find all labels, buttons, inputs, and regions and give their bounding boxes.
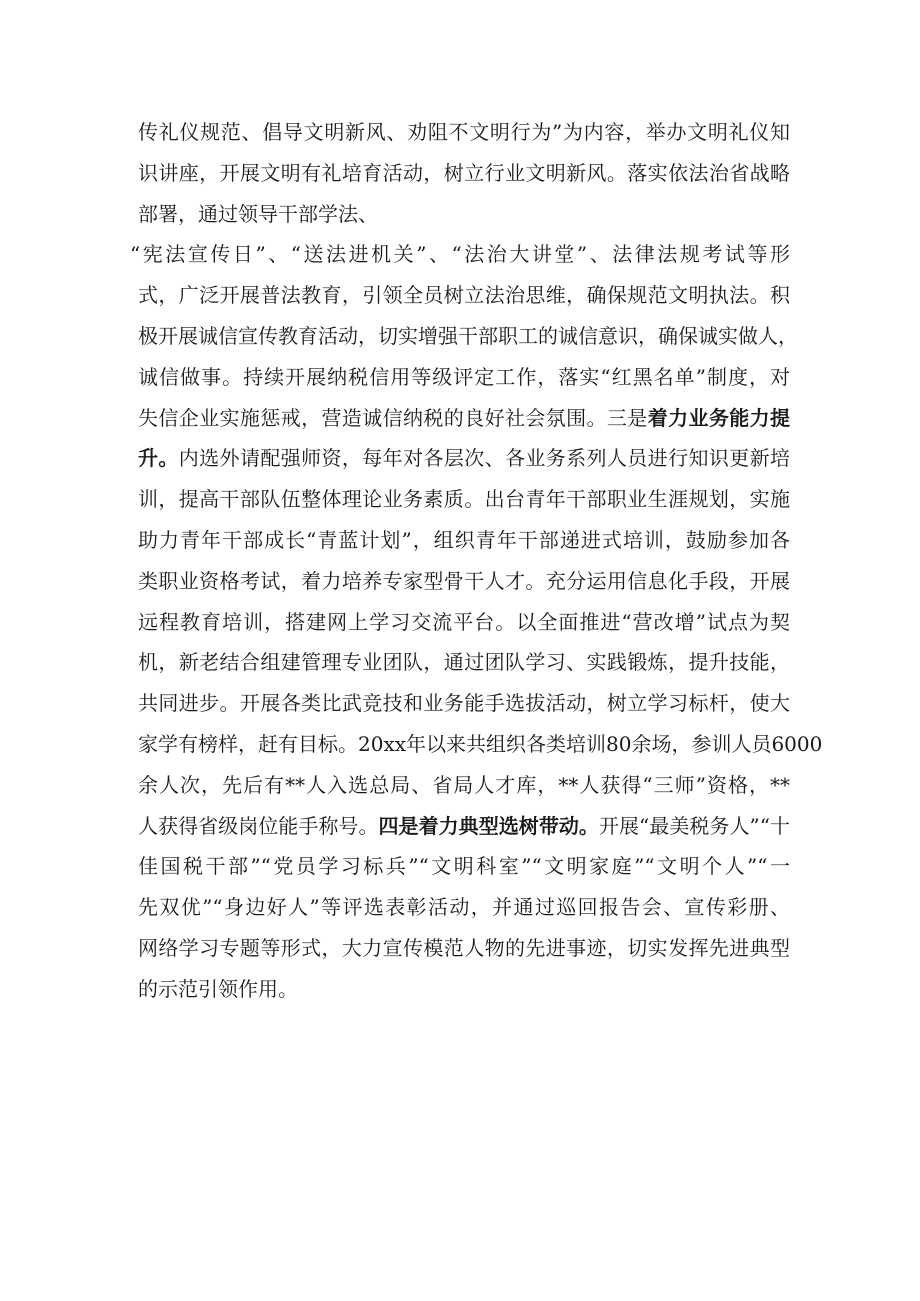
text-line xyxy=(138,438,790,479)
text-segment: 式，广泛开展普法教育，引领全员树立法治思维，确保规范文明执法。积 xyxy=(138,283,790,308)
text-line xyxy=(138,928,790,969)
text-line xyxy=(138,969,790,1010)
text-segment: 诚信做事。持续开展纳税信用等级评定工作，落实“红黑名单”制度，对 xyxy=(138,364,790,389)
text-segment: 人获得省级岗位能手称号。 xyxy=(138,813,379,838)
text-line xyxy=(138,806,790,847)
text-line xyxy=(138,194,790,235)
text-segment: 的示范引领作用。 xyxy=(138,976,298,1001)
text-segment: 先双优”“身边好人”等评选表彰活动，并通过巡回报告会、宣传彩册、 xyxy=(138,895,790,920)
text-line xyxy=(138,357,790,398)
text-segment: 传礼仪规范、倡导文明新风、劝阻不文明行为”为内容，举办文明礼仪知 xyxy=(138,120,790,144)
text-segment: 失信企业实施惩戒，营造诚信纳税的良好社会氛围。三是 xyxy=(138,405,648,430)
text-line xyxy=(138,724,823,765)
text-line xyxy=(138,316,798,357)
text-segment: 家学有榜样，赶有目标。20xx年以来共组织各类培训80余场，参训人员6000 xyxy=(138,731,823,756)
text-segment: 余人次，先后有**人入选总局、省局人才库，**人获得“三师”资格，** xyxy=(138,772,790,797)
text-line xyxy=(138,683,790,724)
text-line xyxy=(138,153,790,194)
text-segment: 识讲座，开展文明有礼培育活动，树立行业文明新风。落实依法治省战略 xyxy=(138,160,790,185)
text-line xyxy=(138,520,790,561)
text-line xyxy=(138,602,790,643)
text-segment: 内选外请配强师资，每年对各层次、各业务系列人员进行知识更新培 xyxy=(178,446,791,471)
text-segment: 极开展诚信宣传教育活动，切实增强干部职工的诚信意识，确保诚实做人， xyxy=(138,323,798,348)
text-line xyxy=(138,479,790,520)
text-line xyxy=(138,398,790,439)
text-segment: 部署，通过领导干部学法、 xyxy=(138,201,378,226)
text-line xyxy=(138,846,790,887)
document-body xyxy=(130,112,823,1010)
text-segment: 佳国税干部”“党员学习标兵”“文明科室”“文明家庭”“文明个人”“一 xyxy=(138,854,790,879)
text-line xyxy=(138,887,790,928)
text-segment: 网络学习专题等形式，大力宣传模范人物的先进事迹，切实发挥先进典型 xyxy=(138,935,790,960)
text-segment: 机，新老结合组建管理专业团队，通过团队学习、实践锻炼，提升技能， xyxy=(138,650,790,675)
bold-text-segment: 着力业务能力提 xyxy=(647,405,791,430)
bold-text-segment: 四是着力典型选树带动。 xyxy=(378,813,599,838)
text-segment: 远程教育培训，搭建网上学习交流平台。以全面推进“营改增”试点为契 xyxy=(138,609,790,634)
text-segment: “宪法宣传日”、“送法进机关”、“法治大讲堂”、法律法规考试等形 xyxy=(130,242,790,267)
text-segment: 类职业资格考试，着力培养专家型骨干人才。充分运用信息化手段，开展 xyxy=(138,568,790,593)
text-segment: 开展“最美税务人”“十 xyxy=(598,813,790,838)
text-segment: 训，提高干部队伍整体理论业务素质。出台青年干部职业生涯规划，实施 xyxy=(138,487,790,512)
text-line xyxy=(138,561,790,602)
text-segment: 共同进步。开展各类比武竞技和业务能手选拔活动，树立学习标杆，使大 xyxy=(138,691,790,716)
bold-text-segment: 升。 xyxy=(138,446,179,471)
text-line xyxy=(138,642,790,683)
text-segment: 助力青年干部成长“青蓝计划”，组织青年干部递进式培训，鼓励参加各 xyxy=(138,527,790,552)
text-line xyxy=(138,765,790,806)
text-line xyxy=(138,275,790,316)
text-line xyxy=(138,112,790,153)
text-line xyxy=(130,234,790,275)
